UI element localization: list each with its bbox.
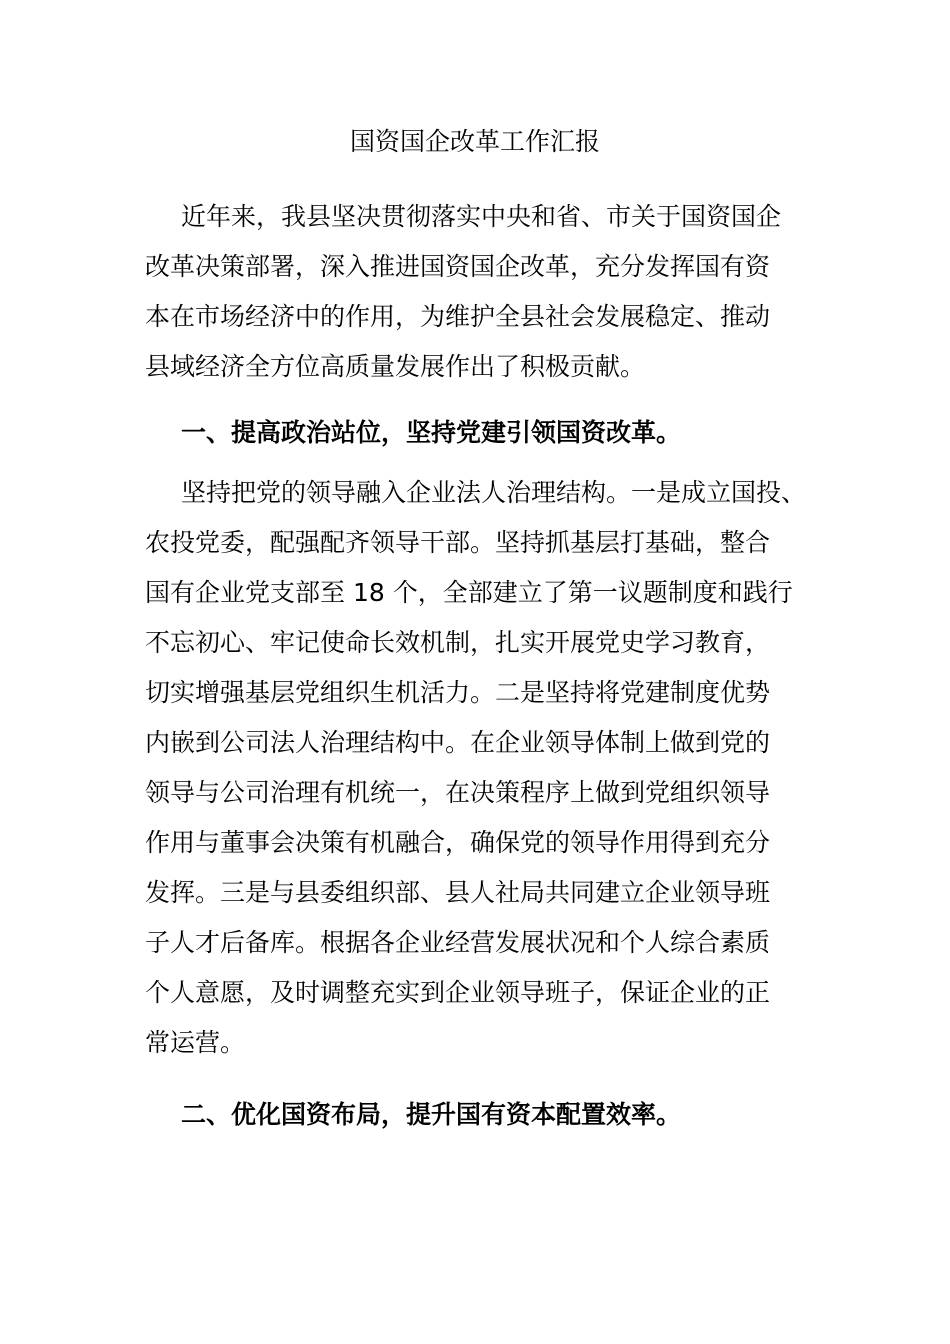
section-1-line: 子人才后备库。根据各企业经营发展状况和个人综合素质: [145, 928, 771, 957]
intro-line: 县域经济全方位高质量发展作出了积极贡献。: [145, 352, 646, 381]
section-1-line: 切实增强基层党组织生机活力。二是坚持将党建制度优势: [145, 678, 771, 707]
section-1-heading: 一、提高政治站位，坚持党建引领国资改革。: [181, 418, 682, 447]
intro-line: 改革决策部署，深入推进国资国企改革，充分发挥国有资: [145, 252, 771, 281]
section-1-line: 常运营。: [145, 1028, 246, 1057]
section-1-line: 不忘初心、牢记使命长效机制，扎实开展党史学习教育，: [145, 628, 771, 657]
document-title: 国资国企改革工作汇报: [349, 127, 600, 156]
section-1-line: 领导与公司治理有机统一，在决策程序上做到党组织领导: [145, 778, 771, 807]
intro-paragraph: [145, 192, 810, 392]
section-1-line: 个人意愿，及时调整充实到企业领导班子，保证企业的正: [145, 978, 771, 1007]
section-1-line: 国有企业党支部至 18 个，全部建立了第一议题制度和践行: [145, 578, 793, 607]
section-2-heading: 二、优化国资布局，提升国有资本配置效率。: [181, 1100, 682, 1129]
section-1-line: 坚持把党的领导融入企业法人治理结构。一是成立国投、: [181, 478, 807, 507]
intro-line: 本在市场经济中的作用，为维护全县社会发展稳定、推动: [145, 302, 771, 331]
section-1-line: 作用与董事会决策有机融合，确保党的领导作用得到充分: [145, 828, 771, 857]
section-1-paragraph: [145, 468, 810, 1068]
section-1-line: 发挥。三是与县委组织部、县人社局共同建立企业领导班: [145, 878, 771, 907]
section-1-line: 内嵌到公司法人治理结构中。在企业领导体制上做到党的: [145, 728, 771, 757]
intro-line: 近年来，我县坚决贯彻落实中央和省、市关于国资国企: [181, 202, 782, 231]
section-1-line: 农投党委，配强配齐领导干部。坚持抓基层打基础，整合: [145, 528, 771, 557]
